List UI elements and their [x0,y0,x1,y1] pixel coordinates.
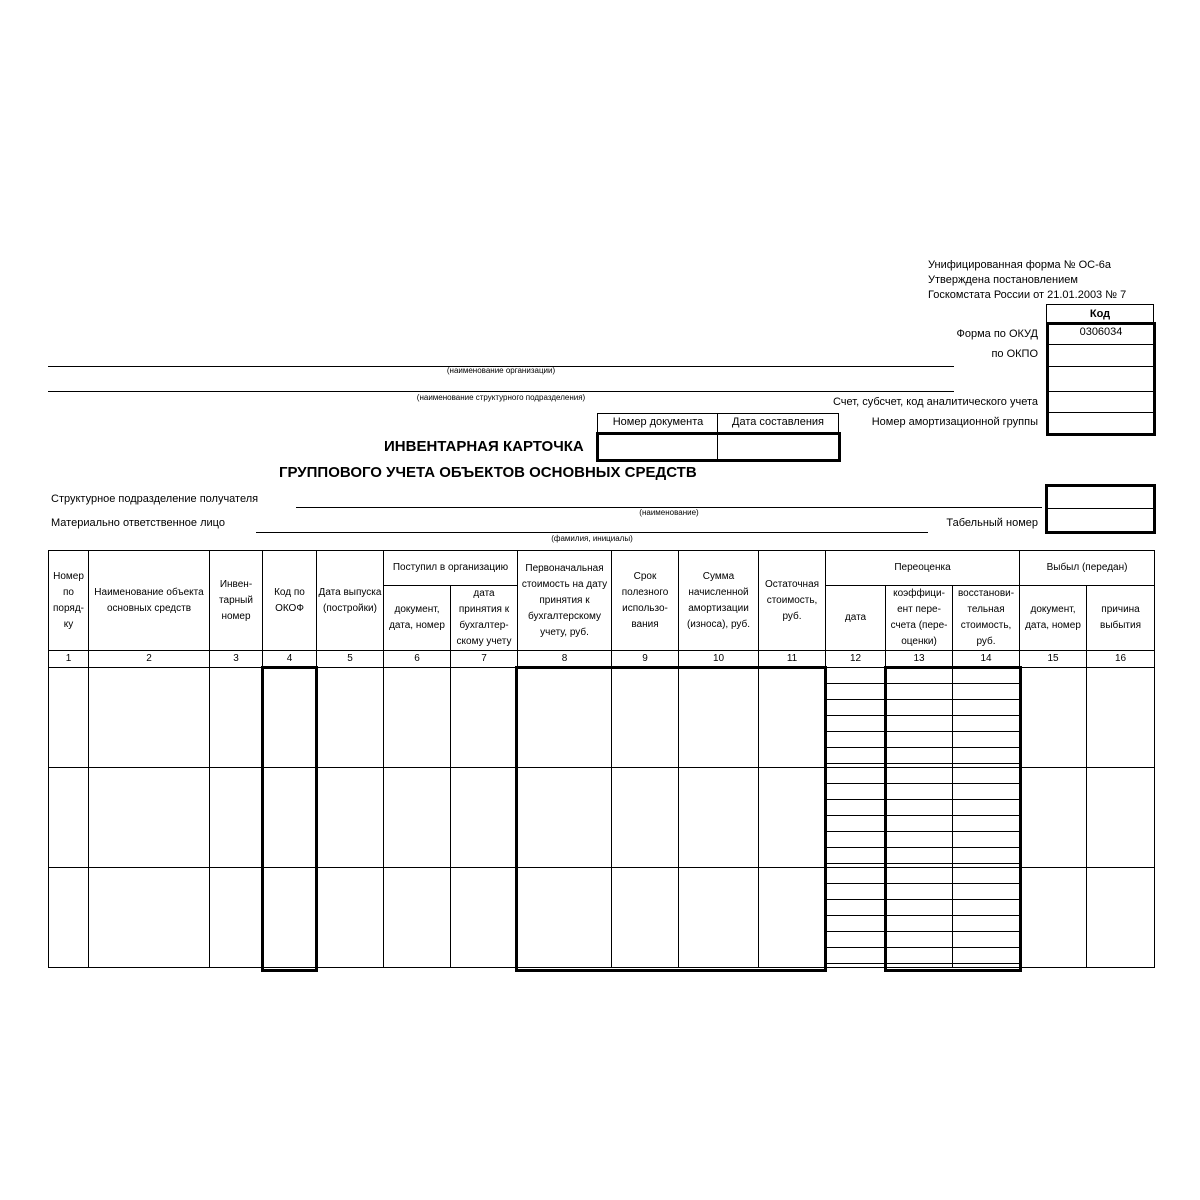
table-cell[interactable] [384,668,451,768]
table-cell[interactable] [317,868,384,968]
reval-subcell[interactable] [826,932,885,948]
table-cell[interactable] [451,768,518,868]
okud-value: 0306034 [1079,326,1123,338]
form-info [928,258,1126,303]
okof-outline [261,666,318,972]
col-number-2: 2 [89,651,210,668]
reval-subcell[interactable] [826,868,885,884]
table-cell[interactable] [89,868,210,968]
dept-caption: (наименование структурного подразделения) [416,393,586,402]
th-col15: документ, дата, номер [1020,586,1087,651]
col-number-4: 4 [263,651,317,668]
form-info-line1: Унифицированная форма № ОС-6а [928,259,1111,271]
dept-line[interactable] [48,391,954,392]
reval-subcell[interactable] [826,748,885,764]
col-number-6: 6 [384,651,451,668]
person-label: Материально ответственное лицо [51,517,225,529]
col-number-1: 1 [49,651,89,668]
table-cell[interactable] [210,668,263,768]
cost-outline [515,666,827,972]
th-group-out: Выбыл (передан) [1020,551,1155,586]
th-col1: Номер по поряд-ку [49,551,89,651]
th-group-received: Поступил в организацию [384,551,518,586]
table-cell[interactable] [210,768,263,868]
th-group-reval: Переоценка [826,551,1020,586]
person-caption: (фамилия, инициалы) [551,534,633,543]
th-col10: Сумма начисленной амортизации (износа), руб. [679,551,759,651]
th-col9: Срок полезного использо-вания [612,551,679,651]
col-number-10: 10 [679,651,759,668]
col-number-3: 3 [210,651,263,668]
reval-subcell[interactable] [826,900,885,916]
reval-subcell[interactable] [826,716,885,732]
reval-subcell[interactable] [826,700,885,716]
table-cell[interactable] [49,668,89,768]
table-cell[interactable] [384,768,451,868]
th-col4: Код по ОКОФ [263,551,317,651]
table-cell[interactable] [89,668,210,768]
reval-subcell[interactable] [826,684,885,700]
table-cell[interactable] [451,668,518,768]
col-number-9: 9 [612,651,679,668]
th-col14: восстанови-тельная стоимость, руб. [953,586,1020,651]
tab-number-box[interactable] [1045,484,1156,534]
code-header-label: Код [1089,308,1111,320]
th-col6: документ, дата, номер [384,586,451,651]
reval-subcell[interactable] [826,848,885,864]
form-info-line3: Госкомстата России от 21.01.2003 № 7 [928,289,1127,301]
th-col5: Дата выпуска (постройки) [317,551,384,651]
reval-subcell[interactable] [826,768,885,784]
table-cell[interactable] [317,768,384,868]
title-line1: ИНВЕНТАРНАЯ КАРТОЧКА [384,438,584,455]
reval-subcell[interactable] [826,668,885,684]
table-cell[interactable] [1087,668,1155,768]
form-info-line2: Утверждена постановлением [928,274,1078,286]
reval-subcell[interactable] [826,784,885,800]
table-cell[interactable] [1087,768,1155,868]
okpo-label: по ОКПО [991,348,1038,360]
col-number-16: 16 [1087,651,1155,668]
doc-number-label: Номер документа [612,416,704,428]
code-header [1046,304,1154,324]
th-col11: Остаточная стоимость, руб. [759,551,826,651]
th-col7: дата принятия к бухгалтер-скому учету [451,586,518,651]
th-col12: дата [826,586,886,651]
table-cell[interactable] [826,668,886,768]
person-line[interactable] [256,532,928,533]
th-col13: коэффици-ент пере-счета (пере-оценки) [886,586,953,651]
reval-subcell[interactable] [826,800,885,816]
tab-label: Табельный номер [946,517,1038,529]
table-cell[interactable] [1087,868,1155,968]
column-numbers-row [49,651,1155,668]
table-cell[interactable] [451,868,518,968]
table-cell[interactable] [317,668,384,768]
reval-subcell[interactable] [826,732,885,748]
reval-subcell[interactable] [826,916,885,932]
th-col16: причина выбытия [1087,586,1155,651]
table-cell[interactable] [89,768,210,868]
table-cell[interactable] [1020,768,1087,868]
col-number-15: 15 [1020,651,1087,668]
reval-subcell[interactable] [826,948,885,964]
account-label: Счет, субсчет, код аналитического учета [832,396,1038,408]
col-number-12: 12 [826,651,886,668]
table-cell[interactable] [49,868,89,968]
col-number-7: 7 [451,651,518,668]
th-col2: Наименование объекта основных средств [89,551,210,651]
table-cell[interactable] [1020,868,1087,968]
okud-label: Форма по ОКУД [956,328,1038,340]
reval-subcell[interactable] [826,832,885,848]
col-number-14: 14 [953,651,1020,668]
table-cell[interactable] [826,868,886,968]
doc-date-label: Дата составления [732,416,824,428]
reval-subcell[interactable] [826,884,885,900]
table-cell[interactable] [210,868,263,968]
col-number-5: 5 [317,651,384,668]
title-line2: ГРУППОВОГО УЧЕТА ОБЪЕКТОВ ОСНОВНЫХ СРЕДСТВ [279,464,697,481]
code-block [1046,322,1156,436]
th-col3: Инвен-тарный номер [210,551,263,651]
table-cell[interactable] [1020,668,1087,768]
reval-subcell[interactable] [826,816,885,832]
table-cell[interactable] [384,868,451,968]
recipient-dept-label: Структурное подразделение получателя [51,493,259,505]
table-cell[interactable] [826,768,886,868]
col-number-11: 11 [759,651,826,668]
col-number-8: 8 [518,651,612,668]
reval-outline [884,666,1022,972]
col-number-13: 13 [886,651,953,668]
org-caption: (наименование организации) [446,366,556,375]
amort-label: Номер амортизационной группы [871,416,1038,428]
doc-values-box[interactable] [596,432,841,462]
th-col8: Первоначальная стоимость на дату принятия к бухгалтерскому учету, руб. [518,551,612,651]
table-cell[interactable] [49,768,89,868]
recipient-dept-caption: (наименование) [639,508,699,517]
